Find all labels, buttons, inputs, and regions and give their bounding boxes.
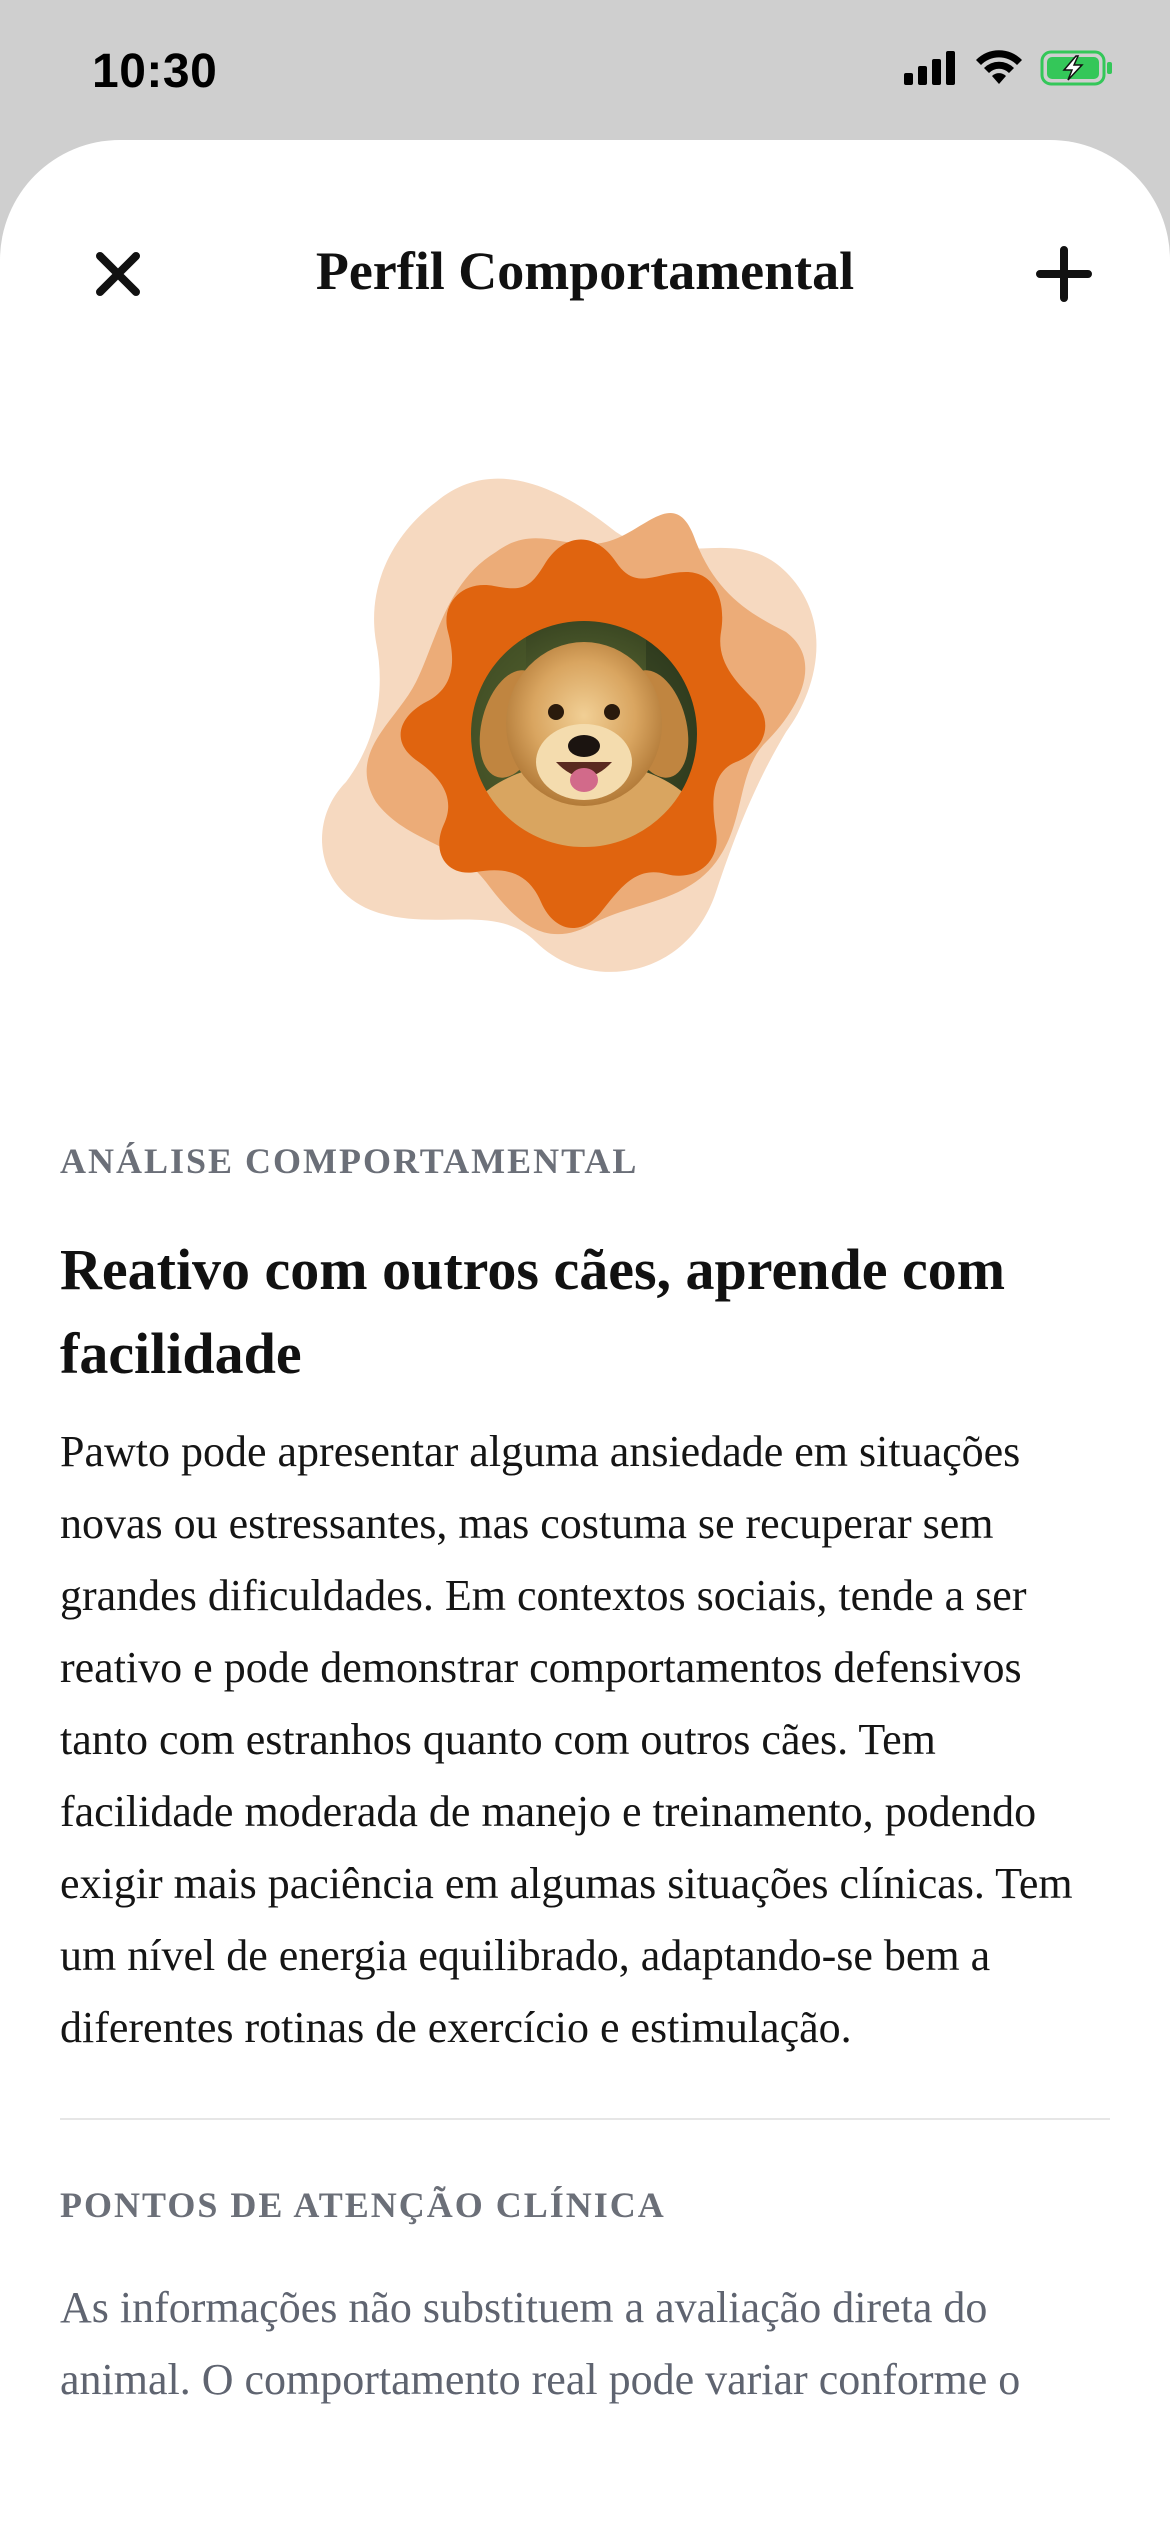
signal-icon (904, 51, 958, 85)
status-icons (904, 50, 1114, 86)
content (60, 1140, 1110, 2416)
nav-bar (0, 140, 1170, 400)
analysis-section-label: ANÁLISE COMPORTAMENTAL (60, 1141, 639, 1181)
plus-icon (1036, 246, 1092, 302)
add-button[interactable] (1030, 240, 1098, 308)
battery-charging-icon (1040, 50, 1114, 86)
clinical-note: As informações não substituem a avaliação direta do animal. O comportamento real pode variar conforme o (60, 2283, 1021, 2404)
clinical-section-label: PONTOS DE ATENÇÃO CLÍNICA (60, 2185, 666, 2225)
pet-avatar (316, 462, 856, 1002)
status-time: 10:30 (92, 45, 218, 98)
analysis-headline: Reativo com outros cães, aprende com facilidade (60, 1237, 1006, 1386)
profile-sheet (0, 140, 1170, 2532)
page-title: Perfil Comportamental (315, 241, 855, 301)
divider (60, 2118, 1110, 2120)
wifi-icon (974, 50, 1024, 86)
status-bar (0, 0, 1170, 140)
pet-avatar-graphic (316, 462, 856, 1002)
analysis-body: Pawto pode apresentar alguma ansiedade em situações novas ou estressantes, mas costuma se recuperar sem grandes dificuldades. Em contextos sociais, tende a ser reativo e pode demonstrar comportamentos defensivos tanto com estranhos quanto com outros cães. Tem facilidade moderada de manejo e treinamento, podendo exigir mais paciência em algumas situações clínicas. Tem um nível de energia equilibrado, adaptando-se bem a diferentes rotinas de exercício e estimulação. (60, 1427, 1073, 2052)
